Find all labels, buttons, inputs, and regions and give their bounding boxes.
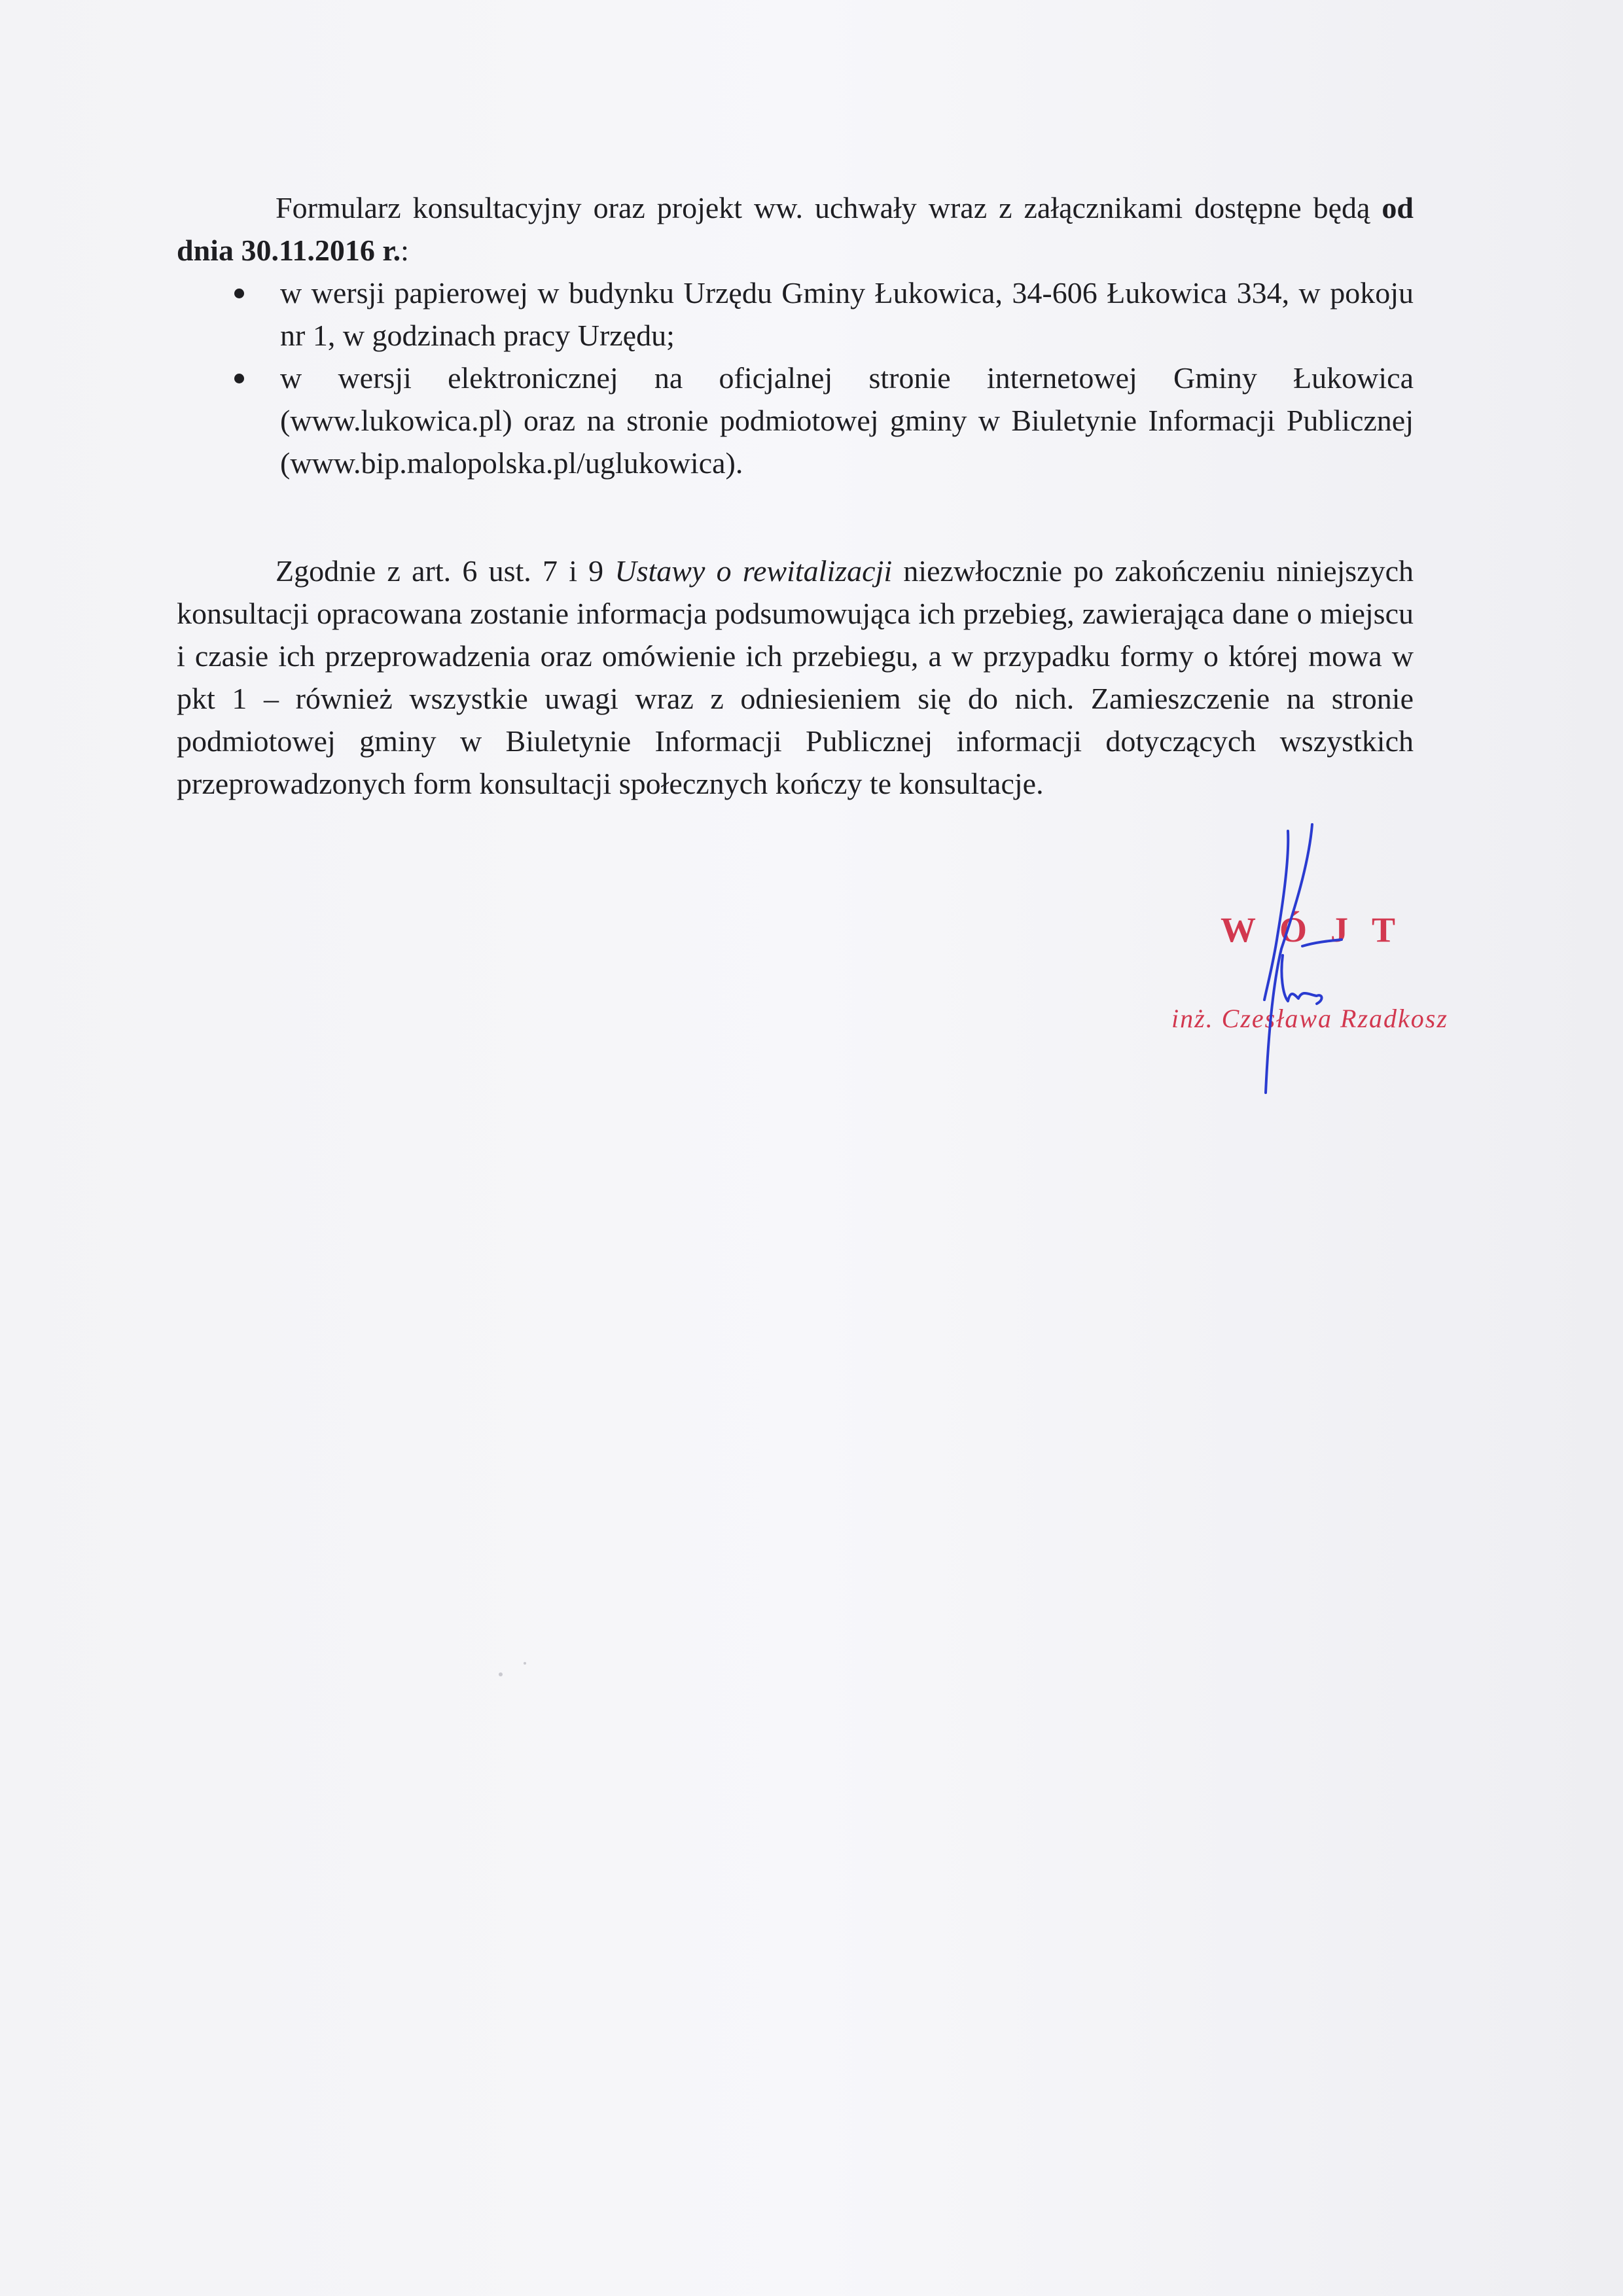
act-title: Ustawy o rewitalizacji (615, 554, 893, 588)
bullet-icon (234, 289, 244, 298)
list-item (177, 272, 1414, 357)
intro-paragraph (177, 186, 1414, 272)
scan-speck (499, 1672, 503, 1676)
summary-section (177, 550, 1414, 805)
list-item (177, 357, 1414, 484)
list-item-text: w wersji papierowej w budynku Urzędu Gminy Łukowica, 34-606 Łukowica 334, w pokoju nr 1, w godzinach pracy Urzędu; (280, 276, 1414, 352)
intro-text: Formularz konsultacyjny oraz projekt ww. uchwały wraz z załącznikami dostępne będą (276, 191, 1382, 224)
list-item-text: w wersji elektronicznej na oficjalnej stronie internetowej Gminy Łukowica (www.lukowica.pl) oraz na stronie podmiotowej gminy w Biuletynie Informacji Publicznej (www.bip.malopolska.pl/uglukowica). (280, 361, 1414, 480)
summary-text-end: niezwłocznie po zakończeniu niniejszych konsultacji opracowana zostanie informacja podsumowująca ich przebieg, zawierająca dane o miejscu i czasie ich przeprowadzenia oraz omówienie ich przebiegu, a w przypadku formy o której mowa w pkt 1 – również wszystkie uwagi wraz z odniesieniem się do nich. Zamieszczenie na stronie podmiotowej gminy w Biuletynie Informacji Publicznej informacji dotyczących wszystkich przeprowadzonych form konsultacji społecznych kończy te konsultacje. (177, 554, 1414, 800)
intro-colon: : (401, 234, 409, 267)
summary-paragraph (177, 550, 1414, 805)
intro-section (177, 186, 1414, 484)
intro-date: od dnia 30.11.2016 r. (177, 191, 1414, 267)
handwritten-signature (1217, 818, 1387, 1106)
bullet-icon (234, 374, 244, 383)
availability-list (177, 272, 1414, 484)
stamp-name: inż. Czesława Rzadkosz (1171, 1004, 1448, 1033)
stamp-title: WÓJT (1221, 910, 1419, 949)
scan-speck (524, 1662, 526, 1665)
summary-text-start: Zgodnie z art. 6 ust. 7 i 9 (276, 554, 615, 588)
